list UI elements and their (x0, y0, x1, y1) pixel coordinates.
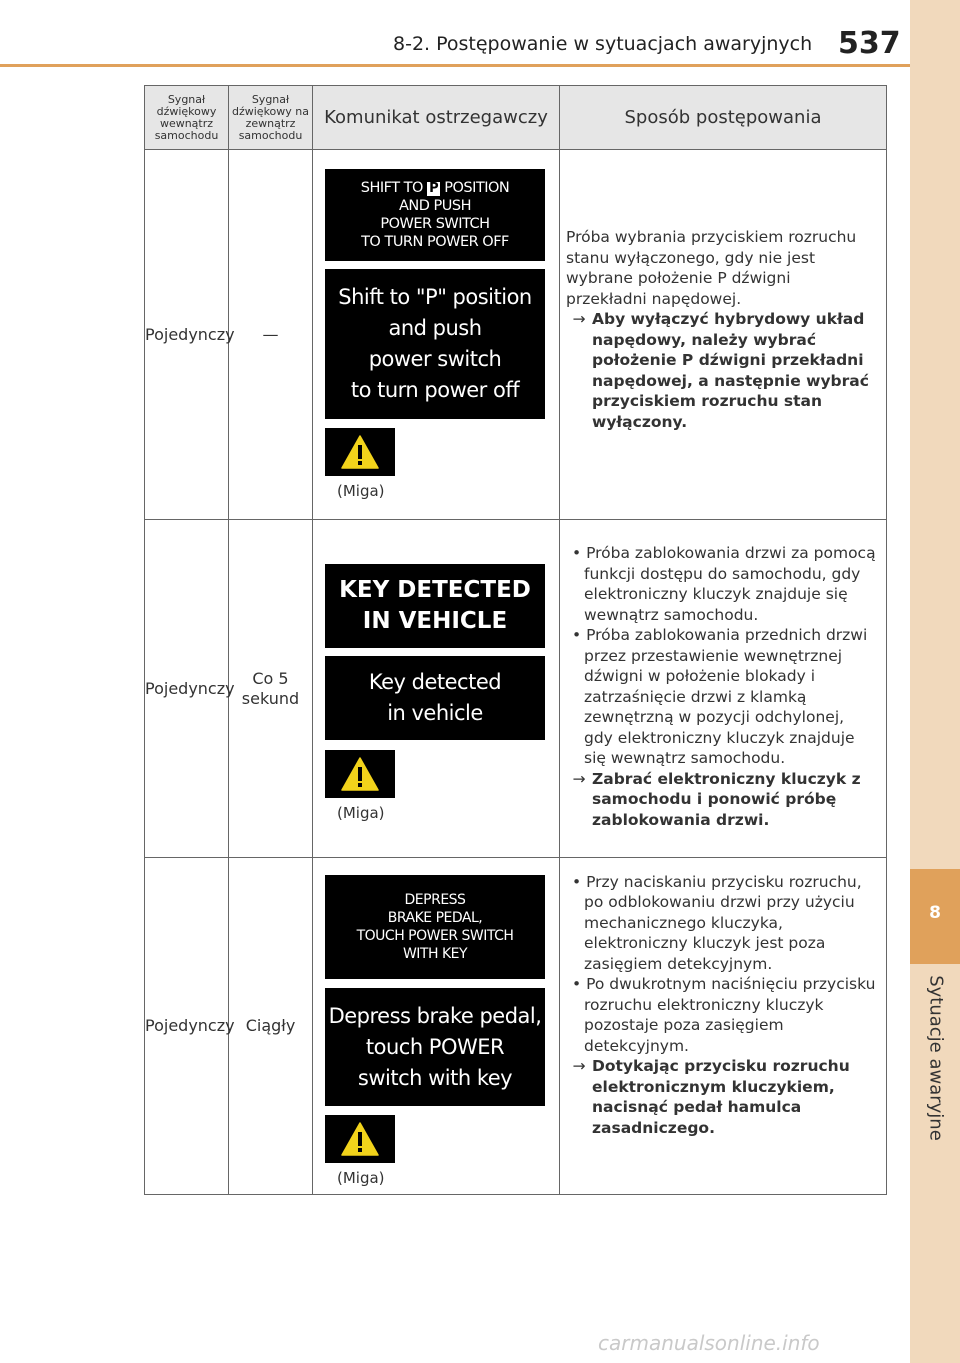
procedure-bullet: • Próba zablokowania drzwi za pomocą funkcji dostępu do samochodu, gdy elektroniczny kluczyk znajduje się wewnątrz samochodu. (572, 544, 876, 624)
chapter-number: 8 (929, 903, 941, 923)
chapter-side-strip (910, 0, 960, 1363)
display-text: Depress brake pedal, touch POWER switch with key (325, 988, 545, 1106)
display-caps: SHIFT TO P POSITION AND PUSH POWER SWITCH TO TURN POWER OFF (325, 169, 545, 261)
outer-signal-cell: Co 5 sekund (229, 520, 313, 858)
table-header-row (145, 86, 887, 150)
procedure-action: → Dotykając przycisku rozruchu elektronicznym kluczykiem, nacisnąć pedał hamulca zasadniczego. (566, 1056, 876, 1138)
procedure-desc: Próba wybrania przyciskiem rozruchu stanu wyłączonego, gdy nie jest wybrane położenie P dźwigni przekładni napędowej. (566, 228, 857, 308)
warning-message-cell (313, 520, 560, 858)
section-title: 8-2. Postępowanie w sytuacjach awaryjnych (393, 33, 813, 55)
procedure-cell (560, 520, 887, 858)
outer-signal-cell: — (229, 150, 313, 520)
flash-note: (Miga) (337, 1169, 385, 1187)
header-rule (0, 64, 910, 67)
col-header-outer-signal: Sygnał dźwiękowy na zewnątrz samochodu (229, 86, 313, 150)
flash-note: (Miga) (337, 804, 385, 822)
outer-signal-cell: Ciągły (229, 858, 313, 1195)
arrow-right-icon: → (572, 310, 586, 328)
chapter-tab[interactable] (910, 869, 960, 964)
display-caps: DEPRESS BRAKE PEDAL, TOUCH POWER SWITCH WITH KEY (325, 875, 545, 979)
procedure-cell (560, 150, 887, 520)
p-position-icon: P (429, 181, 439, 196)
watermark: carmanualsonline.info (598, 1331, 820, 1355)
inner-signal-cell: Pojedynczy (145, 520, 229, 858)
warning-table (144, 85, 887, 1195)
table-row (145, 520, 887, 858)
warning-message-cell (313, 150, 560, 520)
procedure-action: → Zabrać elektroniczny kluczyk z samochodu i ponowić próbę zablokowania drzwi. (566, 769, 876, 831)
flash-note: (Miga) (337, 482, 385, 500)
inner-signal-cell: Pojedynczy (145, 150, 229, 520)
col-header-procedure: Sposób postępowania (560, 86, 887, 150)
chapter-label: Sytuacje awaryjne (925, 975, 947, 1141)
procedure-bullet: • Próba zablokowania przednich drzwi przez przestawienie wewnętrznej dźwigni w położenie blokady i zatrzaśnięcie drzwi z klamką zewnętrzną w pozycji odchylonej, gdy elektroniczny kluczyk znajduje się wewnątrz samochodu. (572, 626, 868, 767)
inner-signal-cell: Pojedynczy (145, 858, 229, 1195)
procedure-cell (560, 858, 887, 1195)
table-row (145, 858, 887, 1195)
warning-triangle-icon (325, 428, 395, 476)
display-caps: KEY DETECTED IN VEHICLE (325, 564, 545, 648)
col-header-inner-signal: Sygnał dźwiękowy wewnątrz samochodu (145, 86, 229, 150)
col-header-warning-message: Komunikat ostrzegawczy (313, 86, 560, 150)
table-row (145, 150, 887, 520)
page-number: 537 (838, 26, 901, 61)
display-text: Shift to "P" position and push power switch to turn power off (325, 269, 545, 419)
arrow-right-icon: → (572, 1057, 586, 1076)
procedure-bullet: • Przy naciskaniu przycisku rozruchu, po odblokowaniu drzwi przy użyciu mechanicznego kluczyka, elektroniczny kluczyk jest poza zasięgiem detekcyjnym. (572, 872, 862, 973)
warning-triangle-icon (325, 1115, 395, 1163)
page-header (0, 0, 910, 64)
display-text: Key detected in vehicle (325, 656, 545, 740)
arrow-right-icon: → (572, 769, 586, 788)
warning-triangle-icon (325, 750, 395, 798)
procedure-action: → Aby wyłączyć hybrydowy układ napędowy, należy wybrać położenie P dźwigni przekładni napędowej, a następnie wybrać przyciskiem rozruchu stan wyłączony. (566, 309, 876, 432)
procedure-bullet: • Po dwukrotnym naciśnięciu przycisku rozruchu elektroniczny kluczyk pozostaje poza zasięgiem detekcyjnym. (572, 975, 876, 1055)
warning-message-cell (313, 858, 560, 1195)
